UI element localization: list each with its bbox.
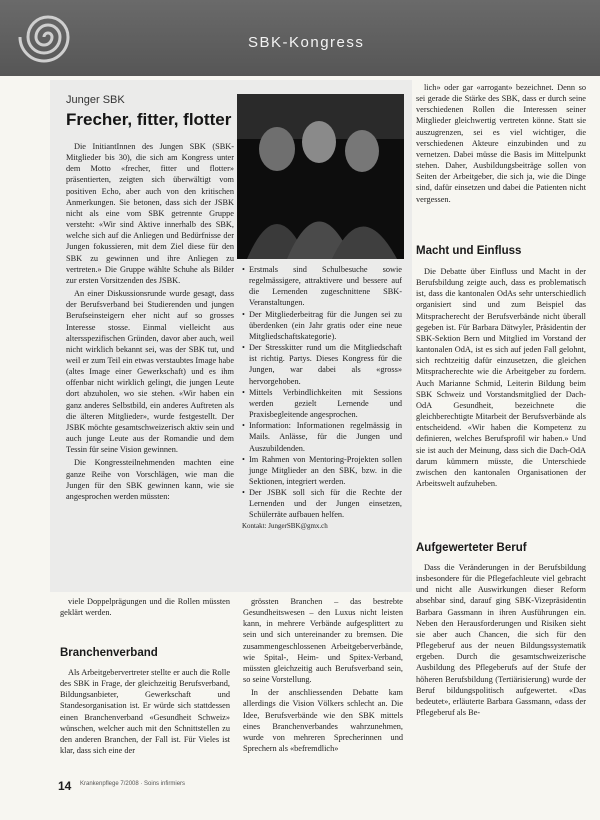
list-item: • Im Rahmen von Mentoring-Projekten sollen junge Mitglieder an den SBK, bzw. in die Sektionen, integriert werden.	[242, 454, 402, 487]
main-right-column-top	[416, 82, 586, 232]
contact-credit: Kontakt: JungerSBK@gmx.ch	[242, 521, 328, 530]
body-paragraph: Als Arbeitgebervertreter stellte er auch die Rolle des SBK in Frage, der gleichzeitig Berufsverband, Bildungsanbieter, Gewerkschaft und Standesorganisation ist. Er würde sich stattdessen einen Branchenverband «Gesundheit Schweiz» wünschen, welcher auch mit den Schnittstellen zu den anderen Branchen, der Fall ist. Für Vieles ist klar, dass sich eine der	[60, 668, 230, 756]
article-headline: Frecher, fitter, flotter	[66, 110, 232, 129]
subhead-branchenverband: Branchenverband	[60, 647, 158, 659]
box-right-column	[242, 264, 402, 588]
list-item: • Erstmals sind Schulbesuche sowie regelmässigere, attraktivere und bessere auf die Lernenden zugeschnittene SBK-Veranstaltungen.	[242, 264, 402, 309]
group-photo-icon	[237, 94, 404, 259]
list-item: • Mittels Verbindlichkeiten mit Sessions werden gezielt Lernende und Praxisbegleitende angesprochen.	[242, 387, 402, 420]
section-title: SBK-Kongress	[248, 34, 365, 51]
body-paragraph: Dass die Veränderungen in der Berufsbildung insbesondere für die Pflegefachleute viel gebracht und nicht alle Auswirkungen dieser Reform absehbar sind, darauf ging SBK-Vizepräsidentin Barbara Gassmann in ihren Ausführungen ein. Neben den Herausforderungen und Risiken sieht sie aber auch Chancen, die sich für den Pflegeberuf aus der neuen Bildungssystematik ergeben. Durch die gesamtschweizerische Ausbildung des Pflegeberufs auf der Stufe der höheren Berufsbildung (Tertiärisierung) wurde der Beruf bildungspolitisch aufgewertet. «Das bedeutet», erläuterte Barbara Gassmann, «dass der Pflegeberuf als Be-	[416, 563, 586, 718]
body-paragraph: viele Doppelprägungen und die Rollen müssten geklärt werden.	[60, 597, 230, 618]
body-paragraph: An einer Diskussionsrunde wurde gesagt, dass der Berufsverband bei Studierenden und jungen Berufseinsteigern eher nicht auf so grosses Interesse stosse. Einmal vielleicht aus altersspezifischen Gründen, davor aber auch, weil nicht wirklich bekannt sei, was der SBK tut, und weil er zum Teil ein etwas verstaubtes Image habe (altes Image einer Gewerkschaft) und es ihm offenbar nicht wirklich gelingt, die jungen Leute dort abzuholen, wo sie stehen. «Wir haben ein ganz anderes Selbstbild, ein anderes Auftreten als die älteren Mitglieder», wurde festgestellt. Der JSBK möchte gesamtschweizerisch aktiv sein und auch junge Leute aus der Romandie und dem Tessin für seine Vision gewinnen.	[66, 289, 234, 455]
article-kicker: Junger SBK	[66, 94, 125, 106]
suggestions-list	[242, 264, 402, 521]
body-paragraph: grössten Branchen – das bestrebte Gesundheitswesen – den Luxus nicht leisten kann, in mehrere Verbände aufgesplittert zu sein und sich untereinander zu bremsen. Die zusammengeschlossenen Arbeitgeberverbände, wie Spital-, Heim- und Spitex-Verband, müssten gleichzeitig auch Berufsverband sein, so seine Vorstellung.	[243, 597, 403, 685]
list-item: • Der Stresskitter rund um die Mitgliedschaft ist richtig. Partys. Dieses Kongress für die Jungen, war dabei als «gross» hervorgehoben.	[242, 342, 402, 387]
main-left-column-top	[60, 596, 230, 622]
subhead-aufgewerteter-beruf: Aufgewerteter Beruf	[416, 542, 527, 554]
page-number: 14	[58, 779, 72, 793]
box-left-column	[66, 141, 234, 587]
body-paragraph: lich» oder gar «arrogant» bezeichnet. Denn so sei gerade die Stärke des SBK, dass er durch seine verschiedenen Rollen die Interessen seiner Mitglieder gleichwertig vertreten könne. Statt sie auszugrenzen, sei es viel wichtiger, die verschiedenen Akteure einzubinden und zu vernetzen. Dabei müsse die Basis im Mittelpunkt stehen. Daher, Ausbildungsbeiträge sollen von Seiten der Arbeitgeber, die sich ja, wie die Dinge sind, dafür einsetzen und dabei die Patienten nicht vergessen.	[416, 83, 586, 204]
magazine-name: Krankenpflege 7/2008 · Soins infirmiers	[80, 781, 186, 787]
body-paragraph: Die InitiantInnen des Jungen SBK (SBK-Mitglieder bis 30), die sich am Kongress unter dem Motto «frecher, fitter und flotter» präsentierten, zeigten sich überwältigt vom positiven Echo, aber auch von den kritischen Anmerkungen. Sie betonen, dass sich der JSBK nicht als eine vom SBK getrennte Gruppe versteht: «Wir sind Aktive innerhalb des SBK, welche sich auf die Anliegen und Bedürfnisse der Jungen fokussieren, mit dem Ziel diese für den SBK zu gewinnen und ihre Anliegen zu vertreten.» Die Gruppe wählte Schuhe als Bilder zur ersten Vorsitzenden des JSBK.	[66, 142, 234, 285]
main-middle-column	[243, 596, 403, 776]
main-right-column-middle	[416, 266, 586, 530]
list-item: • Der Mitgliederbeitrag für die Jungen sei zu überdenken (ein Jahr gratis oder eine neue Mitgliedschaftskategorie).	[242, 309, 402, 342]
body-paragraph: Die Kongressteilnehmenden machten eine ganze Reihe von Vorschlägen, wie man die Jungen für den SBK gewinnen kann, wie sie angesprochen werden müssten:	[66, 458, 234, 501]
body-paragraph: Die Debatte über Einfluss und Macht in der Berufsbildung zeigte auch, dass es problematisch ist, dass die kantonalen OdAs sehr unterschiedlich organisiert sind und zum Beispiel das Mitspracherecht der Berufsverbände nicht überall gegeben ist. Für Barbara Dätwyler, Präsidentin der SBK-Sektion Bern und Mitglied im Vorstand der kantonalen OdA, ist es sich auf jeden Fall gelohnt, sich rechtzeitig dafür einzusetzen, die gleichen Mitspracherechte wie die Arbeitgeber zu fordern. Auch Marianne Schmid, Leiterin Bildung beim SBK Schweiz und Vorstandsmitglied der Dach-OdA Gesundheit, bezeichnete die gleichberechtigte Mitarbeit der Berufsverbände als entscheidend. «Wir haben die Kompetenz zu definieren, welches Berufsprofil wir haben.» Und sie ist auch der Meinung, dass sich die Dach-OdA darum kümmern müsste, die Unterschiede zwischen den kantonalen Organisationen der Arbeitswelt aufzuheben.	[416, 267, 586, 488]
spiral-logo-icon	[12, 6, 84, 68]
list-item: • Information: Informationen regelmässig in Mails. Anlässe, für die Jungen und Auszubildenden.	[242, 420, 402, 453]
main-left-column-bottom	[60, 667, 230, 773]
list-item: • Der JSBK soll sich für die Rechte der Lernenden und der Jungen einsetzen, Schülerräte aufbauen helfen.	[242, 487, 402, 520]
subhead-macht-und-einfluss: Macht und Einfluss	[416, 245, 522, 257]
main-right-column-bottom	[416, 562, 586, 782]
body-paragraph: In der anschliessenden Debatte kam allerdings die Vision Völkers schlecht an. Die Idee, Berufsverbände wie den SBK mittels eines Branchenverbandes wahrzunehmen, wurde von mehreren Sprecherinnen und Sprechern als «befremdlich»	[243, 688, 403, 754]
